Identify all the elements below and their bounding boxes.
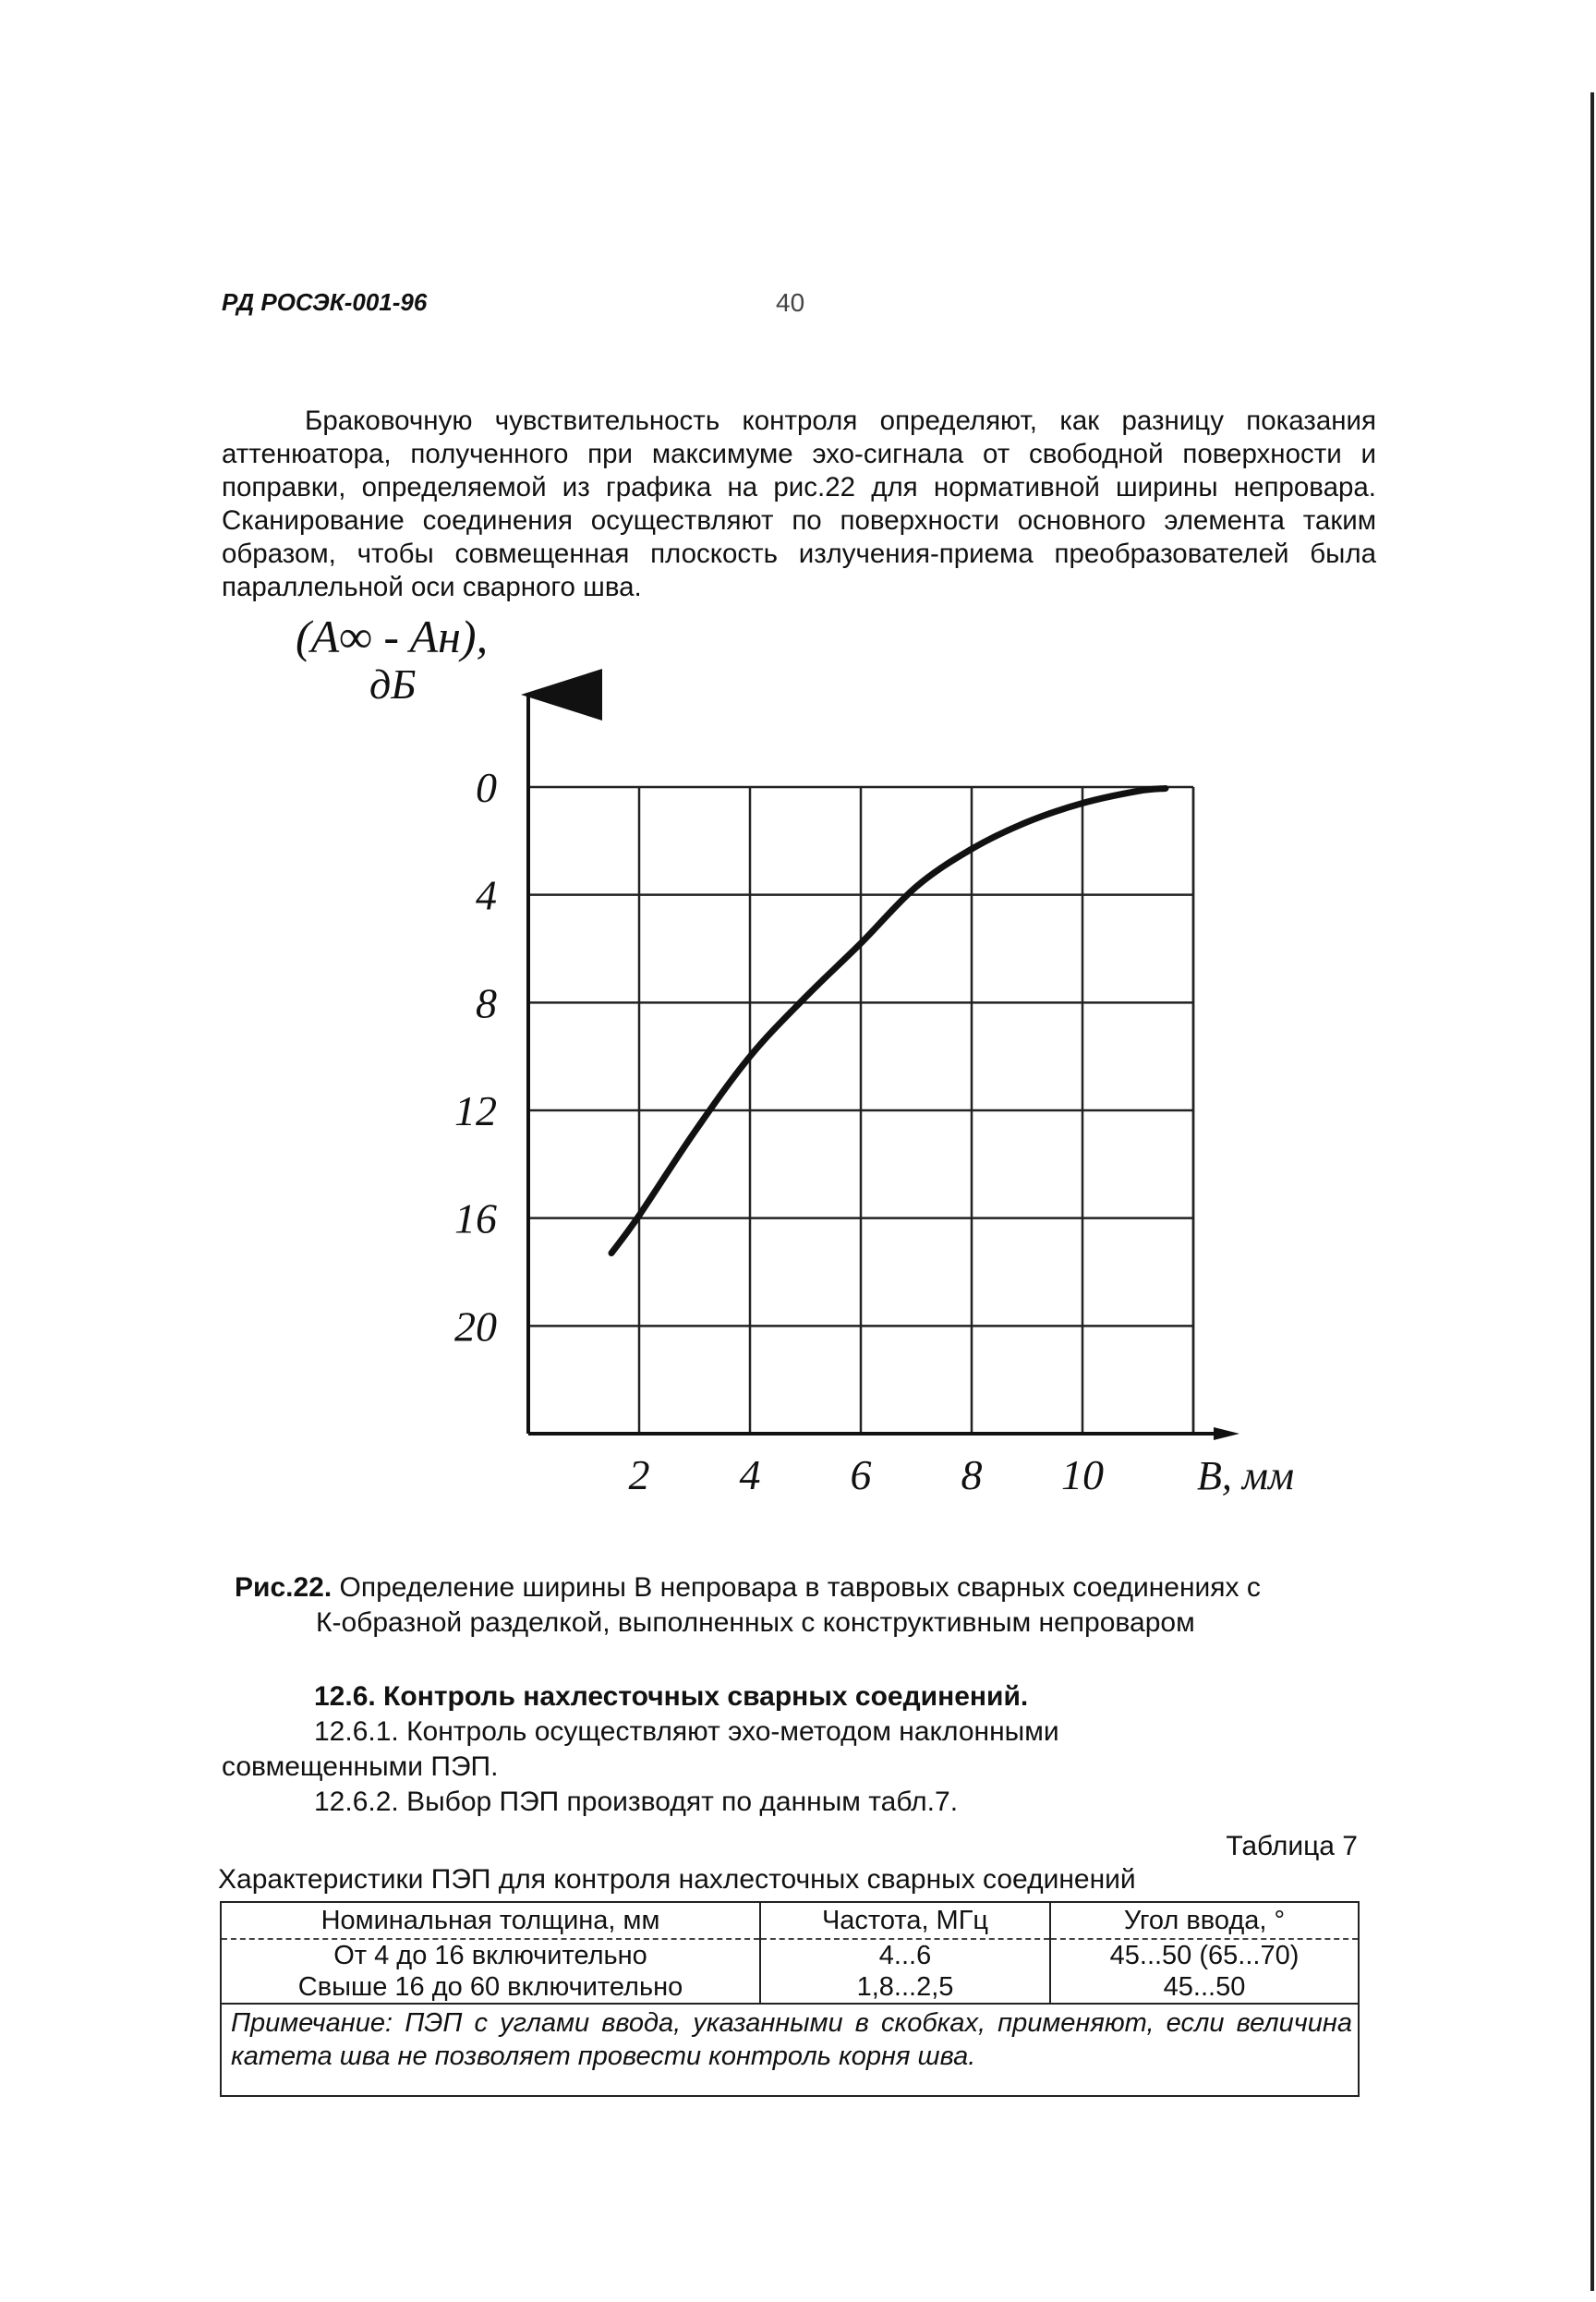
- x-tick-label: 10: [1061, 1451, 1104, 1498]
- y-axis-label-line1: (A∞ - Aн),: [296, 611, 489, 662]
- table-note: Примечание: ПЭП с углами ввода, указанными в скобках, применяют, если величина катета шва не позволяет провести контроль корня шва.: [221, 2004, 1359, 2096]
- header-angle: Угол ввода, °: [1050, 1902, 1359, 1939]
- y-tick-label: 16: [454, 1194, 497, 1242]
- caption-text-line2: К-образной разделкой, выполненных с конструктивным непроваром: [316, 1607, 1195, 1638]
- section-paragraph-1: 12.6.1. Контроль осуществляют эхо-методом наклонными: [314, 1716, 1059, 1747]
- caption-label: Рис.22.: [235, 1572, 332, 1603]
- y-tick-label: 8: [476, 979, 497, 1027]
- cell-frequency: 4...6: [760, 1939, 1050, 1971]
- table-header-row: [221, 1902, 1359, 1939]
- x-tick-label: 6: [850, 1451, 872, 1498]
- section-paragraph-1-continued: совмещенными ПЭП.: [222, 1751, 499, 1782]
- cell-frequency: 1,8...2,5: [760, 1971, 1050, 2004]
- x-tick-label: 4: [739, 1451, 761, 1498]
- table-title: Характеристики ПЭП для контроля нахлесточных сварных соединений: [218, 1864, 1136, 1895]
- y-axis-label-line2: дБ: [369, 660, 417, 708]
- cell-thickness: От 4 до 16 включительно: [221, 1939, 760, 1971]
- cell-angle: 45...50 (65...70): [1050, 1939, 1359, 1971]
- y-tick-label: 20: [454, 1302, 497, 1351]
- caption-text-line1: Определение ширины В непровара в тавровых сварных соединениях с: [339, 1572, 1261, 1603]
- x-axis-arrow: [1214, 1427, 1239, 1440]
- table-label: Таблица 7: [1226, 1831, 1358, 1861]
- page-number: 40: [776, 288, 805, 317]
- cell-thickness: Свыше 16 до 60 включительно: [221, 1971, 760, 2004]
- header-frequency: Частота, МГц: [760, 1902, 1050, 1939]
- section-12-6: [222, 1679, 1385, 1820]
- pep-characteristics-table: [220, 1901, 1360, 2097]
- y-tick-label: 4: [476, 871, 497, 919]
- table-note-row: [221, 2004, 1359, 2096]
- cell-angle: 45...50: [1050, 1971, 1359, 2004]
- y-tick-labels: [454, 764, 497, 1350]
- section-title: 12.6. Контроль нахлесточных сварных соединений.: [314, 1681, 1029, 1712]
- x-axis-label: B, мм: [1197, 1453, 1295, 1498]
- table-row: [221, 1939, 1359, 1971]
- y-tick-label: 0: [476, 764, 497, 811]
- intro-paragraph: Браковочную чувствительность контроля определяют, как разницу показания аттенюатора, полученного при максимуме эхо-сигнала от свободной поверхности и поправки, определяемой из графика на рис.22 для нормативной ширины непровара. Сканирование соединения осуществляют по поверхности основного элемента таким образом, чтобы совмещенная плоскость излучения-приема преобразователей была параллельной оси сварного шва.: [222, 405, 1376, 602]
- figure-caption: [235, 1570, 1380, 1641]
- x-tick-labels: [629, 1451, 1105, 1498]
- x-tick-label: 8: [961, 1451, 983, 1498]
- header-thickness: Номинальная толщина, мм: [221, 1902, 760, 1939]
- x-tick-label: 2: [628, 1451, 650, 1498]
- document-code: РД РОСЭК-001-96: [222, 288, 428, 316]
- table-row: [221, 1971, 1359, 2004]
- section-paragraph-2: 12.6.2. Выбор ПЭП производят по данным табл.7.: [314, 1787, 959, 1817]
- y-tick-label: 12: [454, 1087, 497, 1134]
- chart-grid: [528, 787, 1193, 1434]
